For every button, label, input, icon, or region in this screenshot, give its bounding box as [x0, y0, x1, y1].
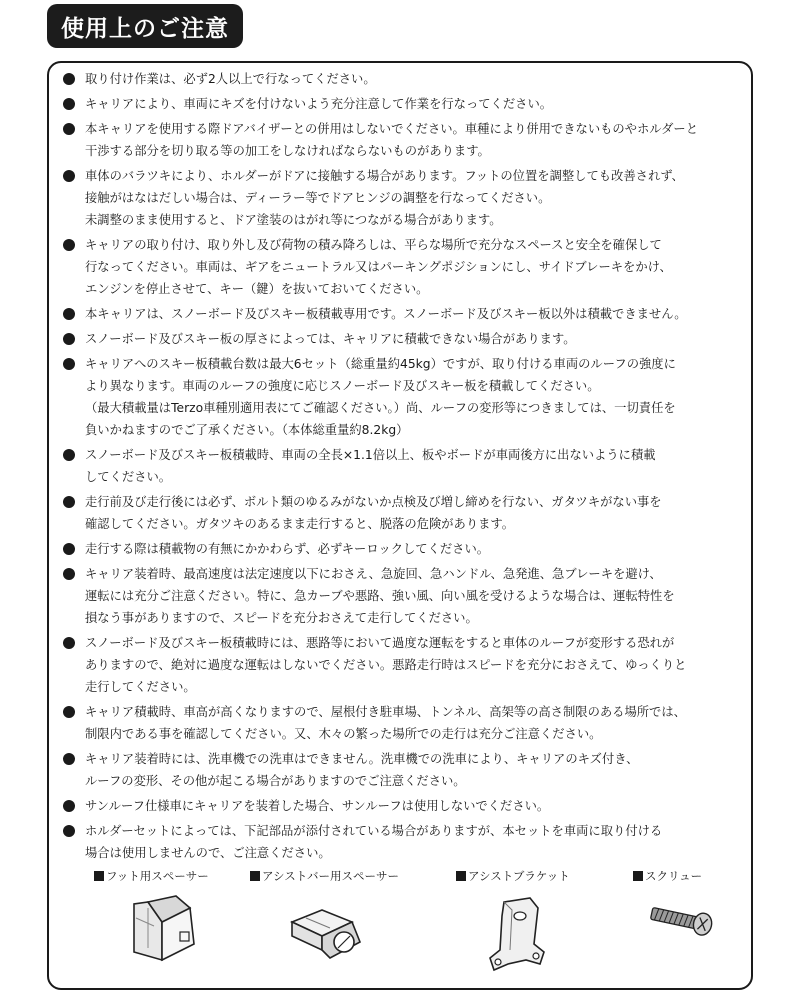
assist-bracket-icon	[482, 894, 552, 978]
note-item	[63, 491, 753, 535]
screw-icon	[643, 900, 723, 940]
note-item	[63, 165, 753, 231]
note-line: ありますので、絶対に過度な運転はしないでください。悪路走行時はスピードを充分におさえて、ゆっくりと	[85, 658, 687, 672]
note-item	[63, 444, 753, 488]
part-screw	[633, 868, 702, 884]
note-item	[63, 820, 753, 864]
note-text	[85, 491, 753, 535]
note-line: 走行前及び走行後には必ず、ボルト類のゆるみがないか点検及び増し締めを行ない、ガタツキがない事を	[85, 495, 662, 509]
note-line: 本キャリアは、スノーボード及びスキー板積載専用です。スノーボード及びスキー板以外は積載できません。	[85, 307, 687, 321]
note-line: キャリア積載時、車高が高くなりますので、屋根付き駐車場、トンネル、高架等の高さ制限のある場所では、	[85, 705, 686, 719]
note-item	[63, 701, 753, 745]
note-line: 車体のバラツキにより、ホルダーがドアに接触する場合があります。フットの位置を調整しても改善されず、	[85, 169, 684, 183]
note-line: してください。	[85, 470, 172, 484]
note-item	[63, 118, 753, 162]
bullet-icon	[63, 333, 75, 345]
note-line: （最大積載量はTerzo車種別適用表にてご確認ください。）尚、ルーフの変形等につきましては、一切責任を	[85, 401, 676, 415]
note-line: キャリア装着時には、洗車機での洗車はできません。洗車機での洗車により、キャリアのキズ付き、	[85, 752, 639, 766]
bullet-icon	[63, 308, 75, 320]
note-text	[85, 444, 753, 488]
note-line: キャリアへのスキー板積載台数は最大6セット（総重量約45kg）ですが、取り付ける車両のルーフの強度に	[85, 357, 676, 371]
note-line: 接触がはなはだしい場合は、ディーラー等でドアヒンジの調整を行なってください。	[85, 191, 551, 205]
foot-spacer-icon	[124, 894, 204, 964]
note-line: スノーボード及びスキー板積載時、車両の全長×1.1倍以上、板やボードが車両後方に出ないように積載	[85, 448, 656, 462]
note-line: ホルダーセットによっては、下記部品が添付されている場合がありますが、本セットを車両に取り付ける	[85, 824, 663, 838]
bullet-icon	[63, 543, 75, 555]
note-text	[85, 820, 753, 864]
note-item	[63, 538, 753, 560]
part-label: アシストバー用スペーサー	[250, 868, 399, 884]
note-text	[85, 701, 753, 745]
bullet-icon	[63, 800, 75, 812]
bullet-icon	[63, 449, 75, 461]
note-line: 干渉する部分を切り取る等の加工をしなければならないものがあります。	[85, 144, 490, 158]
bullet-icon	[63, 706, 75, 718]
part-label: アシストブラケット	[456, 868, 570, 884]
note-item	[63, 93, 753, 115]
bullet-icon	[63, 825, 75, 837]
note-item	[63, 303, 753, 325]
note-line: より異なります。車両のルーフの強度に応じスノーボード及びスキー板を積載してください。	[85, 379, 600, 393]
note-line: 走行してください。	[85, 680, 196, 694]
part-label: フット用スペーサー	[94, 868, 209, 884]
note-item	[63, 328, 753, 350]
note-text	[85, 68, 753, 90]
note-text	[85, 165, 753, 231]
note-item	[63, 563, 753, 629]
note-line: スノーボード及びスキー板積載時には、悪路等において過度な運転をすると車体のルーフが変形する恐れが	[85, 636, 675, 650]
part-assist-bar-spacer	[250, 868, 399, 884]
note-text	[85, 563, 753, 629]
note-text	[85, 234, 753, 300]
part-foot-spacer	[94, 868, 209, 884]
bullet-icon	[63, 568, 75, 580]
note-item	[63, 68, 753, 90]
bullet-icon	[63, 98, 75, 110]
note-item	[63, 795, 753, 817]
bullet-icon	[63, 358, 75, 370]
page-title-text: 使用上のご注意	[61, 15, 229, 42]
note-line: 取り付け作業は、必ず2人以上で行なってください。	[85, 72, 376, 86]
note-line: 場合は使用しませんので、ご注意ください。	[85, 846, 331, 860]
note-line: 未調整のまま使用すると、ドア塗装のはがれ等につながる場合があります。	[85, 213, 502, 227]
page-title	[47, 4, 243, 48]
note-item	[63, 353, 753, 441]
bullet-icon	[63, 637, 75, 649]
note-line: 損なう事がありますので、スピードを充分おさえて走行してください。	[85, 611, 478, 625]
note-text	[85, 328, 753, 350]
note-item	[63, 748, 753, 792]
bullet-icon	[63, 170, 75, 182]
note-line: エンジンを停止させて、キー（鍵）を抜いておいてください。	[85, 282, 429, 296]
note-line: 走行する際は積載物の有無にかかわらず、必ずキーロックしてください。	[85, 542, 490, 556]
bullet-icon	[63, 753, 75, 765]
note-item	[63, 234, 753, 300]
note-line: 本キャリアを使用する際ドアバイザーとの併用はしないでください。車種により併用できないものやホルダーと	[85, 122, 699, 136]
note-text	[85, 118, 753, 162]
note-text	[85, 538, 753, 560]
note-item	[63, 632, 753, 698]
note-text	[85, 93, 753, 115]
bullet-icon	[63, 123, 75, 135]
part-label: スクリュー	[633, 868, 702, 884]
part-assist-bracket	[456, 868, 570, 884]
note-line: ルーフの変形、その他が起こる場合がありますのでご注意ください。	[85, 774, 466, 788]
note-line: 制限内である事を確認してください。又、木々の繁った場所での走行は充分ご注意ください。	[85, 727, 602, 741]
bullet-icon	[63, 73, 75, 85]
note-text	[85, 632, 753, 698]
bullet-icon	[63, 239, 75, 251]
note-line: 負いかねますのでご了承ください。（本体総重量約8.2kg）	[85, 423, 409, 437]
parts-section	[47, 868, 753, 988]
note-line: スノーボード及びスキー板の厚さによっては、キャリアに積載できない場合があります。	[85, 332, 576, 346]
notes-list	[63, 68, 753, 867]
note-line: 確認してください。ガタツキのあるまま走行すると、脱落の危険があります。	[85, 517, 515, 531]
note-text	[85, 795, 753, 817]
note-text	[85, 748, 753, 792]
note-line: 運転には充分ご注意ください。特に、急カーブや悪路、強い風、向い風を受けるような場合は、運転特性を	[85, 589, 675, 603]
bullet-icon	[63, 496, 75, 508]
note-text	[85, 353, 753, 441]
note-line: キャリアにより、車両にキズを付けないよう充分注意して作業を行なってください。	[85, 97, 553, 111]
note-line: 行なってください。車両は、ギアをニュートラル又はパーキングポジションにし、サイドブレーキをかけ、	[85, 260, 672, 274]
note-line: キャリアの取り付け、取り外し及び荷物の積み降ろしは、平らな場所で充分なスペースと安全を確保して	[85, 238, 662, 252]
note-line: キャリア装着時、最高速度は法定速度以下におさえ、急旋回、急ハンドル、急発進、急ブレーキを避け、	[85, 567, 662, 581]
assist-bar-spacer-icon	[286, 892, 376, 964]
note-text	[85, 303, 753, 325]
note-line: サンルーフ仕様車にキャリアを装着した場合、サンルーフは使用しないでください。	[85, 799, 550, 813]
